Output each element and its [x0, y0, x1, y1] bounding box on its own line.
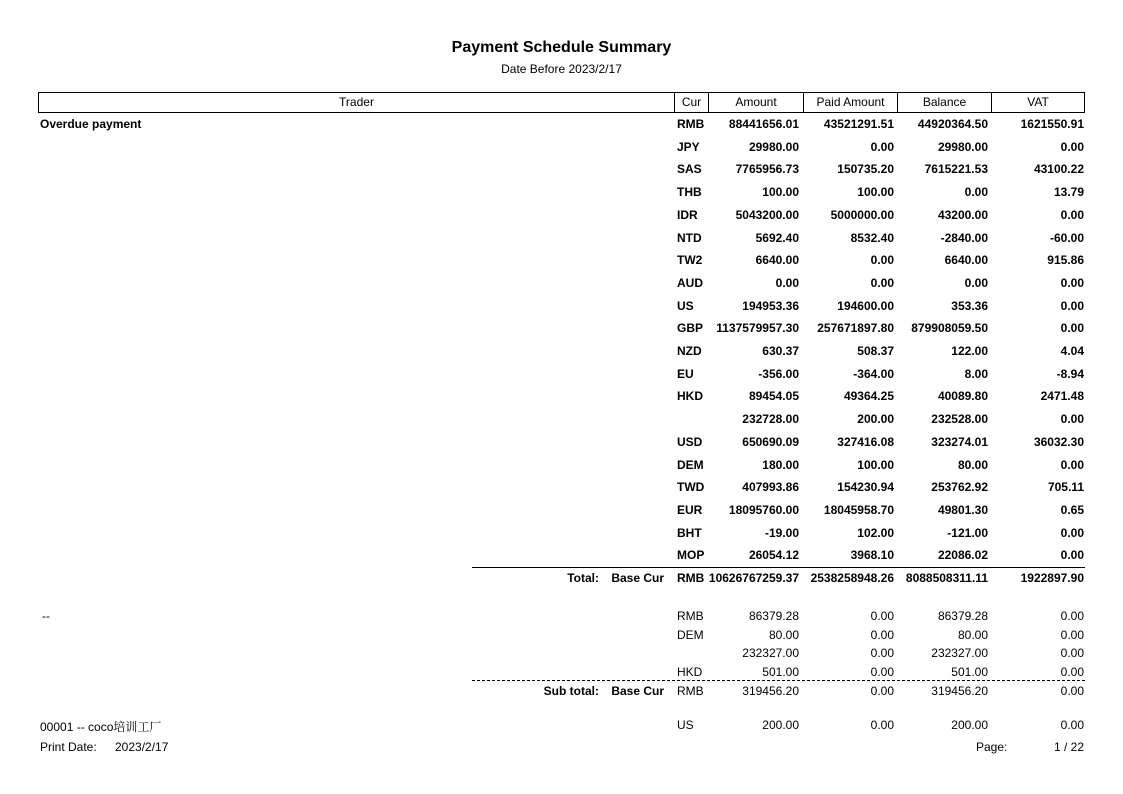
- paid-amount-cell: 0.00: [870, 253, 894, 268]
- vat-cell: 0.00: [1060, 627, 1084, 642]
- header-vat: VAT: [991, 93, 1084, 112]
- vat-cell: 0.00: [1060, 321, 1084, 336]
- amount-cell: 18095760.00: [728, 502, 799, 517]
- currency-cell: US: [677, 298, 694, 313]
- amount-cell: 5692.40: [755, 230, 799, 245]
- table-row: [0, 321, 1123, 337]
- table-row: [0, 208, 1123, 224]
- vat-cell: 0.00: [1060, 609, 1084, 623]
- amount-cell: 630.37: [762, 344, 799, 358]
- currency-cell: AUD: [677, 275, 703, 290]
- balance-cell: 86379.28: [937, 609, 988, 623]
- column-header-row: [38, 92, 1085, 113]
- balance-cell: -2840.00: [940, 230, 988, 245]
- table-row: [0, 526, 1123, 542]
- vat-cell: 0.00: [1060, 664, 1084, 679]
- print-date-label: Print Date:: [40, 740, 97, 754]
- amount-cell: 29980.00: [748, 139, 799, 154]
- amount-cell: 88441656.01: [728, 117, 799, 131]
- currency-cell: DEM: [677, 627, 704, 642]
- trader-amount: 200.00: [762, 718, 799, 732]
- vat-cell: 0.00: [1060, 275, 1084, 290]
- table-row: [0, 117, 1123, 133]
- vat-cell: 43100.22: [1033, 162, 1084, 177]
- subtotal-cur: RMB: [677, 684, 704, 698]
- balance-cell: 0.00: [964, 275, 988, 290]
- currency-cell: USD: [677, 434, 703, 449]
- total-label: Total:: [567, 571, 599, 585]
- balance-cell: 80.00: [957, 627, 988, 642]
- table-row: [0, 140, 1123, 156]
- balance-cell: 80.00: [957, 457, 988, 472]
- report-title: Payment Schedule Summary: [451, 39, 672, 56]
- balance-cell: 232327.00: [931, 646, 988, 660]
- paid-amount-cell: 257671897.80: [817, 321, 894, 336]
- vat-cell: 0.00: [1060, 298, 1084, 313]
- trader-cur: US: [677, 718, 694, 732]
- currency-cell: SAS: [677, 162, 702, 177]
- total-amount: 10626767259.37: [708, 571, 799, 585]
- amount-cell: 232728.00: [742, 412, 799, 427]
- vat-cell: 0.00: [1060, 207, 1084, 222]
- currency-cell: DEM: [677, 457, 704, 472]
- table-row: [0, 628, 1123, 644]
- total-balance: 8088508311.11: [905, 571, 988, 585]
- amount-cell: 407993.86: [742, 480, 799, 495]
- vat-cell: 36032.30: [1033, 434, 1084, 449]
- subtotal-vat: 0.00: [1060, 684, 1084, 698]
- vat-cell: 4.04: [1060, 344, 1084, 358]
- trader-paid: 0.00: [870, 718, 894, 732]
- balance-cell: 353.36: [951, 298, 988, 313]
- table-row: [0, 665, 1123, 681]
- table-row: [0, 231, 1123, 247]
- currency-cell: RMB: [677, 117, 705, 131]
- header-trader: Trader: [339, 95, 374, 109]
- currency-cell: TWD: [677, 480, 705, 495]
- vat-cell: 0.00: [1060, 457, 1084, 472]
- total-base-cur: Base Cur: [611, 571, 664, 585]
- currency-cell: GBP: [677, 321, 704, 336]
- group-label-dashes: --: [42, 609, 50, 623]
- currency-cell: BHT: [677, 525, 702, 540]
- table-row: [0, 185, 1123, 201]
- subtotal-rule: [472, 680, 1085, 681]
- table-row: [0, 480, 1123, 496]
- total-paid: 2538258948.26: [810, 571, 894, 585]
- paid-amount-cell: 3968.10: [850, 548, 894, 563]
- paid-amount-cell: 327416.08: [837, 434, 894, 449]
- amount-cell: 194953.36: [742, 298, 799, 313]
- amount-cell: 501.00: [762, 664, 799, 679]
- subtotal-balance: 319456.20: [931, 684, 988, 698]
- currency-cell: EU: [677, 366, 694, 381]
- paid-amount-cell: 100.00: [857, 185, 894, 200]
- currency-cell: RMB: [677, 609, 704, 623]
- paid-amount-cell: 0.00: [870, 275, 894, 290]
- table-row: [0, 503, 1123, 519]
- paid-amount-cell: 100.00: [857, 457, 894, 472]
- currency-cell: MOP: [677, 548, 705, 563]
- trader-vat: 0.00: [1060, 718, 1084, 732]
- table-row: [0, 646, 1123, 662]
- table-row: [0, 548, 1123, 564]
- trader-balance: 200.00: [951, 718, 988, 732]
- trader-row: [0, 718, 1123, 734]
- vat-cell: 915.86: [1047, 253, 1084, 268]
- paid-amount-cell: 8532.40: [850, 230, 894, 245]
- vat-cell: 0.00: [1060, 412, 1084, 427]
- paid-amount-cell: 5000000.00: [830, 207, 894, 222]
- paid-amount-cell: -364.00: [853, 366, 894, 381]
- table-row: [0, 344, 1123, 360]
- paid-amount-cell: 154230.94: [837, 480, 894, 495]
- currency-cell: JPY: [677, 139, 700, 154]
- vat-cell: 13.79: [1053, 185, 1084, 200]
- header-amount: Amount: [708, 93, 803, 112]
- paid-amount-cell: 150735.20: [837, 162, 894, 177]
- subtotal-base-cur: Base Cur: [611, 684, 664, 698]
- vat-cell: -60.00: [1049, 230, 1084, 245]
- subtotal-row: [0, 684, 1123, 700]
- paid-amount-cell: 508.37: [857, 344, 894, 358]
- table-row: [0, 458, 1123, 474]
- total-vat: 1922897.90: [1020, 571, 1084, 585]
- amount-cell: 89454.05: [748, 389, 799, 404]
- paid-amount-cell: 0.00: [870, 646, 894, 660]
- trader-name: 00001 -- coco培训工厂: [40, 720, 162, 734]
- balance-cell: 8.00: [964, 366, 988, 381]
- total-rule: [472, 567, 1085, 568]
- balance-cell: -121.00: [947, 525, 988, 540]
- table-row: [0, 412, 1123, 428]
- balance-cell: 323274.01: [931, 434, 988, 449]
- paid-amount-cell: 0.00: [870, 627, 894, 642]
- amount-cell: 232327.00: [742, 646, 799, 660]
- table-row: [0, 299, 1123, 315]
- amount-cell: 86379.28: [748, 609, 799, 623]
- currency-cell: THB: [677, 185, 702, 200]
- currency-cell: HKD: [677, 389, 703, 404]
- paid-amount-cell: 194600.00: [837, 298, 894, 313]
- paid-amount-cell: 18045958.70: [823, 502, 894, 517]
- vat-cell: -8.94: [1056, 366, 1084, 381]
- table-row: [0, 367, 1123, 383]
- amount-cell: 650690.09: [742, 434, 799, 449]
- balance-cell: 7615221.53: [924, 162, 988, 177]
- paid-amount-cell: 49364.25: [843, 389, 894, 404]
- balance-cell: 43200.00: [937, 207, 988, 222]
- total-row: [0, 571, 1123, 587]
- balance-cell: 122.00: [951, 344, 988, 358]
- footer: [0, 740, 1123, 756]
- vat-cell: 0.65: [1060, 502, 1084, 517]
- table-row: [0, 276, 1123, 292]
- currency-cell: NZD: [677, 344, 702, 358]
- balance-cell: 29980.00: [937, 139, 988, 154]
- amount-cell: 6640.00: [755, 253, 799, 268]
- amount-cell: 80.00: [768, 627, 799, 642]
- vat-cell: 1621550.91: [1020, 117, 1084, 131]
- report-subtitle: Date Before 2023/2/17: [501, 62, 622, 76]
- paid-amount-cell: 102.00: [857, 525, 894, 540]
- subtotal-label: Sub total:: [543, 684, 599, 698]
- amount-cell: 26054.12: [748, 548, 799, 563]
- amount-cell: 100.00: [762, 185, 799, 200]
- table-row: [0, 389, 1123, 405]
- balance-cell: 40089.80: [937, 389, 988, 404]
- header-paid-amount: Paid Amount: [803, 93, 897, 112]
- balance-cell: 6640.00: [944, 253, 988, 268]
- currency-cell: NTD: [677, 230, 702, 245]
- balance-cell: 879908059.50: [911, 321, 988, 336]
- vat-cell: 0.00: [1060, 646, 1084, 660]
- table-row: [0, 435, 1123, 451]
- balance-cell: 22086.02: [937, 548, 988, 563]
- table-row: [0, 162, 1123, 178]
- group-label-overdue: Overdue payment: [40, 117, 142, 131]
- amount-cell: -19.00: [764, 525, 799, 540]
- table-row: [0, 609, 1123, 625]
- header-balance: Balance: [897, 93, 991, 112]
- subtotal-amount: 319456.20: [742, 684, 799, 698]
- paid-amount-cell: 0.00: [870, 664, 894, 679]
- paid-amount-cell: 0.00: [870, 139, 894, 154]
- currency-cell: TW2: [677, 253, 703, 268]
- balance-cell: 0.00: [964, 185, 988, 200]
- header-cur: Cur: [674, 93, 708, 112]
- balance-cell: 232528.00: [931, 412, 988, 427]
- amount-cell: 180.00: [762, 457, 799, 472]
- vat-cell: 0.00: [1060, 525, 1084, 540]
- vat-cell: 0.00: [1060, 139, 1084, 154]
- page-label: Page:: [976, 740, 1008, 754]
- vat-cell: 2471.48: [1040, 389, 1084, 404]
- vat-cell: 705.11: [1047, 480, 1084, 495]
- currency-cell: HKD: [677, 664, 703, 679]
- amount-cell: 7765956.73: [735, 162, 799, 177]
- paid-amount-cell: 0.00: [870, 609, 894, 623]
- balance-cell: 501.00: [951, 664, 988, 679]
- total-cur: RMB: [677, 571, 705, 585]
- page-number: 1 / 22: [1053, 740, 1084, 754]
- print-date-value: 2023/2/17: [115, 740, 169, 754]
- table-row: [0, 253, 1123, 269]
- amount-cell: 5043200.00: [735, 207, 799, 222]
- currency-cell: EUR: [677, 502, 703, 517]
- balance-cell: 44920364.50: [917, 117, 988, 131]
- currency-cell: IDR: [677, 207, 698, 222]
- amount-cell: 0.00: [775, 275, 799, 290]
- subtotal-paid: 0.00: [870, 684, 894, 698]
- paid-amount-cell: 43521291.51: [823, 117, 894, 131]
- paid-amount-cell: 200.00: [857, 412, 894, 427]
- amount-cell: -356.00: [758, 366, 799, 381]
- balance-cell: 253762.92: [931, 480, 988, 495]
- vat-cell: 0.00: [1060, 548, 1084, 563]
- amount-cell: 1137579957.30: [716, 321, 799, 336]
- balance-cell: 49801.30: [937, 502, 988, 517]
